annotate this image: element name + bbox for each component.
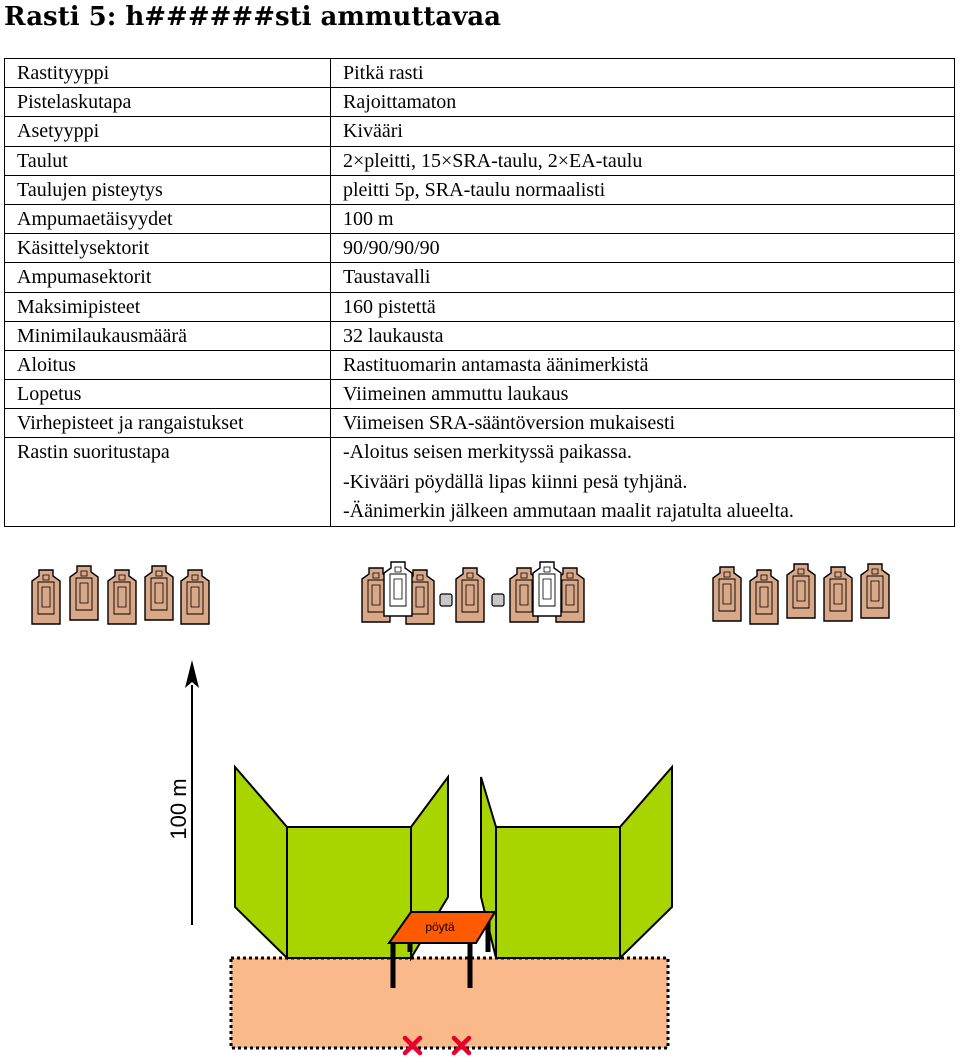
table-row [5, 234, 955, 263]
row-key: Rastityyppi [5, 59, 331, 88]
sra-target [787, 564, 815, 618]
row-key: Lopetus [5, 380, 331, 409]
row-value: 32 laukausta [331, 321, 955, 350]
stage-diagram [0, 560, 960, 1057]
row-key: Maksimipisteet [5, 292, 331, 321]
row-key: Aloitus [5, 350, 331, 379]
row-key: Asetyyppi [5, 117, 331, 146]
table-row-procedure [5, 438, 955, 527]
table-row [5, 350, 955, 379]
steel-plate [492, 594, 504, 606]
row-value: Kivääri [331, 117, 955, 146]
sra-target [108, 570, 136, 624]
row-value: Viimeinen ammuttu laukaus [331, 380, 955, 409]
stage-info-table [4, 58, 955, 527]
procedure-step: -Aloitus seisen merkityssä paikassa. [343, 441, 632, 464]
table-row [5, 88, 955, 117]
row-key: Minimilaukausmäärä [5, 321, 331, 350]
target-group-right [713, 564, 889, 624]
row-key: Pistelaskutapa [5, 88, 331, 117]
sra-target [713, 567, 741, 621]
row-key: Ampumasektorit [5, 263, 331, 292]
table-row [5, 59, 955, 88]
row-key: Rastin suoritustapa [5, 438, 331, 527]
procedure-step: -Äänimerkin jälkeen ammutaan maalit rajatulta alueelta. [343, 500, 794, 523]
procedure-step: -Kivääri pöydällä lipas kiinni pesä tyhjänä. [343, 470, 688, 493]
row-value: pleitti 5p, SRA-taulu normaalisti [331, 175, 955, 204]
row-value: 90/90/90/90 [331, 234, 955, 263]
row-value: Rastituomarin antamasta äänimerkistä [331, 350, 955, 379]
target-group-left [32, 566, 209, 624]
table-row [5, 204, 955, 233]
sra-target [32, 570, 60, 624]
table-row [5, 175, 955, 204]
table-row [5, 263, 955, 292]
sra-target [181, 570, 209, 624]
row-value: Rajoittamaton [331, 88, 955, 117]
distance-label: 100 m [166, 778, 191, 840]
stage-info-rows [5, 59, 955, 527]
sra-target [456, 568, 484, 622]
procedure-steps [331, 438, 955, 527]
table-row [5, 409, 955, 438]
sra-target [145, 566, 173, 620]
row-value: 160 pistettä [331, 292, 955, 321]
row-key: Taulut [5, 146, 331, 175]
table-row [5, 380, 955, 409]
row-key: Taulujen pisteytys [5, 175, 331, 204]
row-value: 100 m [331, 204, 955, 233]
row-value: Taustavalli [331, 263, 955, 292]
sra-target [70, 566, 98, 620]
row-key: Virhepisteet ja rangaistukset [5, 409, 331, 438]
row-value: Viimeisen SRA-sääntöversion mukaisesti [331, 409, 955, 438]
page-title: Rasti 5: h######sti ammuttavaa [4, 2, 501, 32]
target-group-middle [362, 562, 584, 624]
shooting-area [231, 958, 668, 1048]
table-row [5, 117, 955, 146]
table-row [5, 146, 955, 175]
steel-plate [440, 594, 452, 606]
wall-right [481, 767, 672, 958]
no-shoot-target [384, 562, 412, 616]
sra-target [750, 570, 778, 624]
sra-target [861, 564, 889, 618]
sra-target [824, 567, 852, 621]
table-label: pöytä [425, 920, 455, 934]
no-shoot-target [533, 562, 561, 616]
row-value: Pitkä rasti [331, 59, 955, 88]
table-row [5, 321, 955, 350]
row-key: Käsittelysektorit [5, 234, 331, 263]
row-key: Ampumaetäisyydet [5, 204, 331, 233]
row-value: 2×pleitti, 15×SRA-taulu, 2×EA-taulu [331, 146, 955, 175]
table-row [5, 292, 955, 321]
